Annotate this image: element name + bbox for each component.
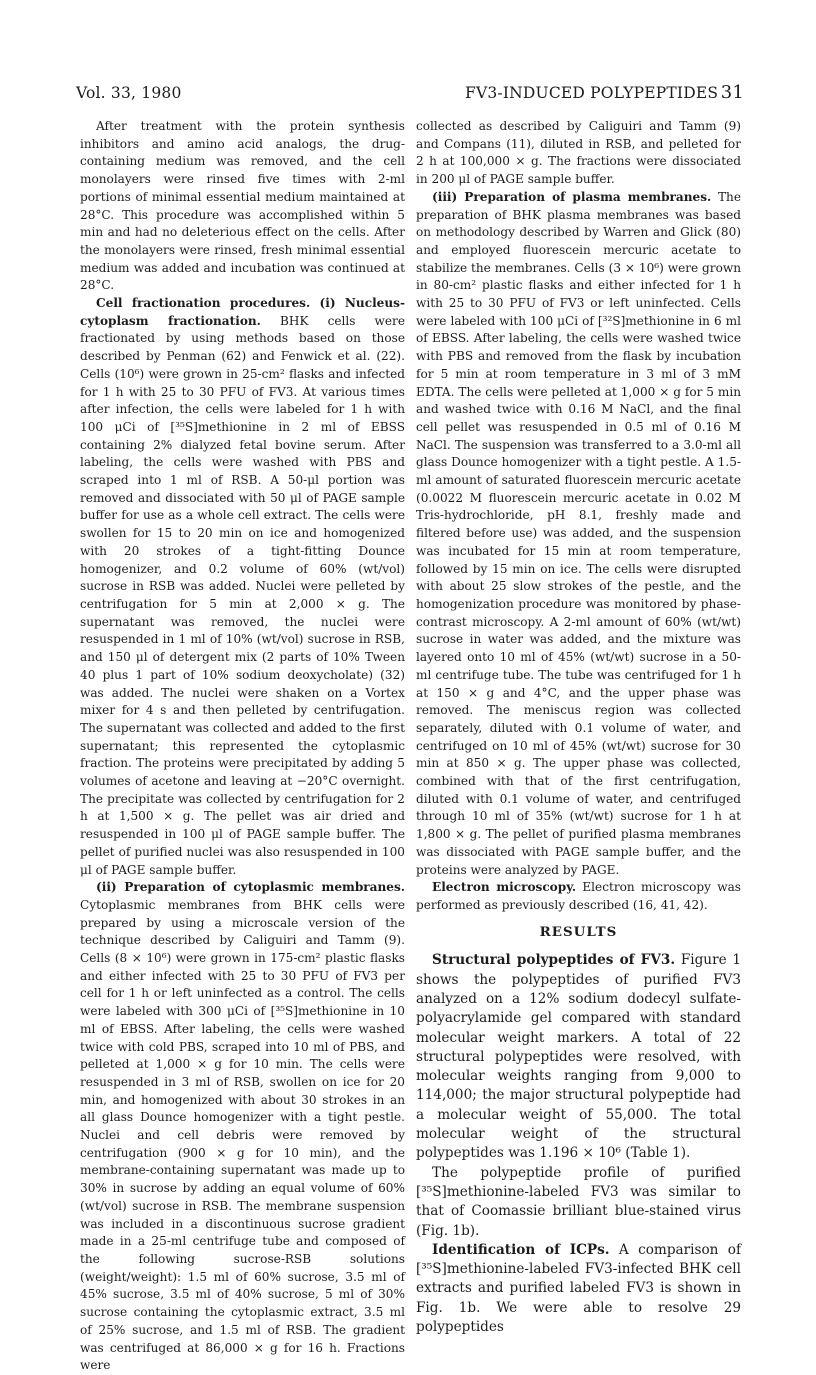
running-title: FV3-INDUCED POLYPEPTIDES xyxy=(465,84,719,102)
section-heading-cell-fractionation: Cell fractionation procedures. (i) Nucleus-cytoplasm fractionation. xyxy=(80,296,405,328)
paragraph-cytoplasmic-membranes xyxy=(80,879,405,1375)
paragraph-structural-polypeptides xyxy=(416,951,741,1163)
paragraph-continued: collected as described by Caliguiri and Tamm (9) and Compans (11), diluted in RSB, and pelleted for 2 h at 100,000 × g. The fractions were dissociated in 200 μl of PAGE sample buffer. xyxy=(416,119,741,187)
paragraph-electron-microscopy xyxy=(416,879,741,914)
paragraph-polypeptide-profile: The polypeptide profile of purified [³⁵S]methionine-labeled FV3 was similar to that of Coomassie brilliant blue-stained virus (Fig. 1b). xyxy=(416,1164,741,1239)
left-column xyxy=(80,118,405,1375)
section-heading-electron-microscopy: Electron microscopy. xyxy=(432,880,577,895)
volume-label: Vol. 33, 1980 xyxy=(76,84,182,102)
section-heading-identification-icps: Identification of ICPs. xyxy=(432,1241,610,1258)
results-body xyxy=(416,951,741,1337)
paragraph-identification-icps xyxy=(416,1241,741,1337)
page-number: 31 xyxy=(720,82,744,103)
paragraph-text: Figure 1 shows the polypeptides of purified FV3 analyzed on a 12% sodium dodecyl sulfate-polyacrylamide gel compared with standard molecular weight markers. A total of 22 structural polypeptides were resolved, with molecular weights ranging from 9,000 to 114,000; the major structural polypeptide had a molecular weight of 55,000. The total molecular weight of the structural polypeptides was 1.196 × 10⁶ (Table 1). xyxy=(416,952,742,1162)
paragraph-drug-removal: After treatment with the protein synthesis inhibitors and amino acid analogs, the drug-containing medium was removed, and the cell monolayers were rinsed five times with 2-ml portions of minimal essential medium maintained at 28°C. This procedure was accomplished within 5 min and had no deleterious effect on the cells. After the monolayers were rinsed, fresh minimal essential medium was added and incubation was continued at 28°C. xyxy=(80,119,405,293)
section-heading-structural-polypeptides: Structural polypeptides of FV3. xyxy=(432,952,676,969)
paragraph-text: Cytoplasmic membranes from BHK cells were prepared by using a microscale version of the technique described by Caliguiri and Tamm (9). Cells (8 × 10⁶) were grown in 175-cm² plastic flasks and either infected with 25 to 30 PFU of FV3 per cell for 1 h or left uninfected as a control. The cells were labeled with 300 μCi of [³⁵S]methionine in 10 ml of EBSS. After labeling, the cells were washed twice with cold PBS, scraped into 10 ml of PBS, and pelleted at 1,000 × g for 10 min. The cells were resuspended in 3 ml of RSB, swollen on ice for 20 min, and homogenized with about 30 strokes in an all glass Dounce homogenizer with a tight pestle. Nuclei and cell debris were removed by centrifugation (900 × g for 10 min), and the membrane-containing supernatant was made up to 30% in sucrose by adding an equal volume of 60% (wt/vol) sucrose in RSB. The membrane suspension was included in a discontinuous sucrose gradient made in a 25-ml centrifuge tube and composed of the following sucrose-RSB solutions (weight/weight): 1.5 ml of 60% sucrose, 3.5 ml of 45% sucrose, 3.5 ml of 40% sucrose, 5 ml of 30% sucrose containing the cytoplasmic extract, 3.5 ml of 25% sucrose, and 1.5 ml of RSB. The gradient was centrifuged at 86,000 × g for 16 h. Fractions were xyxy=(80,897,405,1373)
paragraph-text: BHK cells were fractionated by using methods based on those described by Penman (62) and Fenwick et al. (22). Cells (10⁶) were grown in 25-cm² flasks and infected for 1 h with 25 to 30 PFU of FV3. At various times after infection, the cells were labeled for 1 h with 100 μCi of [³⁵S]methionine in 2 ml of EBSS containing 2% dialyzed fetal bovine serum. After labeling, the cells were washed with PBS and scraped into 1 ml of RSB. A 50-μl portion was removed and dissociated with 50 μl of PAGE sample buffer for use as a whole cell extract. The cells were swollen for 15 to 20 min on ice and homogenized with 20 strokes of a tight-fitting Dounce homogenizer, and 0.2 volume of 60% (wt/vol) sucrose in RSB was added. Nuclei were pelleted by centrifugation for 5 min at 2,000 × g. The supernatant was removed, the nuclei were resuspended in 1 ml of 10% (wt/vol) sucrose in RSB, and 150 μl of detergent mix (2 parts of 10% Tween 40 plus 1 part of 10% sodium deoxycholate) (32) was added. The nuclei were shaken on a Vortex mixer for 4 s and then pelleted by centrifugation. The supernatant was collected and added to the first supernatant; this represented the cytoplasmic fraction. The proteins were precipitated by adding 5 volumes of acetone and leaving at −20°C overnight. The precipitate was collected by centrifugation for 2 h at 1,500 × g. The pellet was air dried and resuspended in 100 μl of PAGE sample buffer. The pellet of purified nuclei was also resuspended in 100 μl of PAGE sample buffer. xyxy=(80,313,405,877)
page-header xyxy=(76,84,744,106)
section-heading-cytoplasmic-membranes: (ii) Preparation of cytoplasmic membranes. xyxy=(96,880,405,895)
paragraph-text: A comparison of [³⁵S]methionine-labeled FV3-infected BHK cell extracts and purified labeled FV3 is shown in Fig. 1b. We were able to resolve 29 polypeptides xyxy=(416,1241,741,1335)
paragraph-text: The preparation of BHK plasma membranes was based on methodology described by Warren and Glick (80) and employed fluorescein mercuric acetate to stabilize the membranes. Cells (3 × 10⁶) were grown in 80-cm² plastic flasks and either infected for 1 h with 25 to 30 PFU of FV3 or left uninfected. Cells were labeled with 100 μCi of [³²S]methionine in 6 ml of EBSS. After labeling, the cells were washed twice with PBS and removed from the flask by incubation for 5 min at room temperature in 3 ml of 3 mM EDTA. The cells were pelleted at 1,000 × g for 5 min and washed twice with 0.16 M NaCl, and the final cell pellet was resuspended in 0.5 ml of 0.16 M NaCl. The suspension was transferred to a 3.0-ml all glass Dounce homogenizer with a tight pestle. A 1.5-ml amount of saturated fluorescein mercuric acetate (0.0022 M fluorescein mercuric acetate in 0.02 M Tris-hydrochloride, pH 8.1, freshly made and filtered before use) was added, and the suspension was incubated for 15 min at room temperature, followed by 15 min on ice. The cells were disrupted with about 25 slow strokes of the pestle, and the homogenization procedure was monitored by phase-contrast microscopy. A 2-ml amount of 60% (wt/wt) sucrose in water was added, and the mixture was layered onto 10 ml of 45% (wt/wt) sucrose in a 50-ml centrifuge tube. The tube was centrifuged for 1 h at 150 × g and 4°C, and the upper phase was removed. The meniscus region was collected separately, diluted with 0.1 volume of water, and centrifuged on 10 ml of 45% (wt/wt) sucrose for 30 min at 850 × g. The upper phase was collected, combined with that of the first centrifugation, diluted with 0.1 volume of water, and centrifuged through 10 ml of 35% (wt/wt) sucrose for 1 h at 1,800 × g. The pellet of purified plasma membranes was dissociated with PAGE sample buffer, and the proteins were analyzed by PAGE. xyxy=(416,189,741,877)
paragraph-plasma-membranes xyxy=(416,189,741,879)
right-column xyxy=(416,118,741,1337)
results-heading: RESULTS xyxy=(539,923,618,940)
paragraph-nucleus-cytoplasm xyxy=(80,295,405,879)
paragraph-text: Electron microscopy was performed as previously described (16, 41, 42). xyxy=(416,880,741,912)
section-heading-plasma-membranes: (iii) Preparation of plasma membranes. xyxy=(432,189,712,204)
